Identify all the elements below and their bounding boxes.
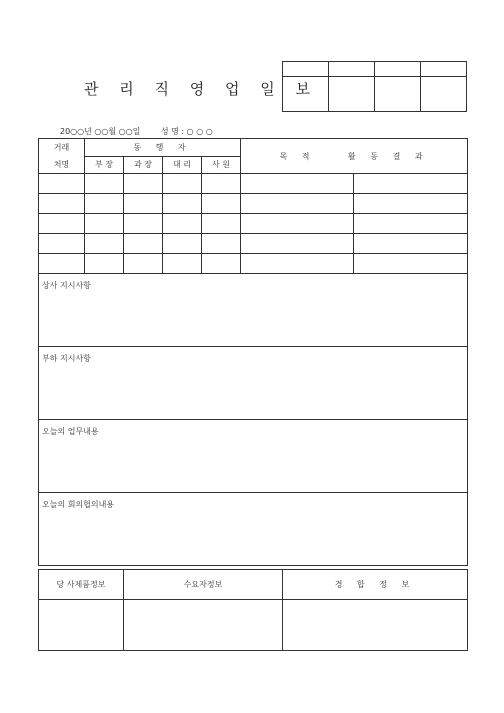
table-cell — [163, 214, 202, 234]
table-cell — [354, 214, 468, 234]
table-cell — [39, 194, 85, 214]
our-product-info-header: 당 사제품정보 — [39, 570, 124, 600]
table-cell — [202, 214, 241, 234]
report-date: 20○○년 ○○월 ○○일 — [60, 127, 141, 136]
table-cell — [241, 254, 354, 274]
table-cell — [241, 234, 354, 254]
table-cell — [354, 194, 468, 214]
footer-info-table — [38, 569, 468, 651]
table-row — [39, 254, 468, 274]
table-row — [39, 214, 468, 234]
our-product-info-cell — [39, 600, 124, 651]
table-cell — [241, 214, 354, 234]
table-cell — [85, 194, 124, 214]
client-name-header: 거래 처명 — [39, 139, 85, 174]
table-cell — [354, 234, 468, 254]
table-row — [39, 174, 468, 194]
page-title: 관 리 직 영 업 일 보 — [84, 80, 319, 98]
table-cell — [124, 174, 163, 194]
table-cell — [85, 214, 124, 234]
approval-sign-cell — [375, 77, 421, 112]
result-header: 활 동 결 과 — [348, 151, 429, 161]
table-cell — [124, 234, 163, 254]
date-name-line — [60, 126, 231, 137]
table-cell — [241, 174, 354, 194]
table-cell — [85, 254, 124, 274]
table-cell — [39, 254, 85, 274]
table-cell — [354, 254, 468, 274]
purpose-result-header — [241, 139, 468, 174]
section-today-work: 오늘의 업무내용 — [39, 420, 468, 493]
role-staff: 사 원 — [202, 156, 241, 174]
table-cell — [354, 174, 468, 194]
table-row — [39, 194, 468, 214]
table-cell — [163, 234, 202, 254]
table-cell — [163, 254, 202, 274]
table-cell — [85, 174, 124, 194]
approval-cell — [421, 62, 467, 77]
purpose-header: 목 적 — [279, 151, 316, 161]
section-meeting-notes: 오늘의 회의협의내용 — [39, 493, 468, 566]
approval-stamp-table — [282, 61, 467, 112]
competitor-info-header: 경 합 정 보 — [283, 570, 468, 600]
table-cell — [202, 254, 241, 274]
approval-sign-cell — [421, 77, 467, 112]
approval-cell — [283, 62, 329, 77]
role-manager: 부 장 — [85, 156, 124, 174]
approval-cell — [375, 62, 421, 77]
table-cell — [39, 174, 85, 194]
approval-cell — [329, 62, 375, 77]
table-cell — [39, 214, 85, 234]
table-cell — [163, 174, 202, 194]
table-cell — [85, 234, 124, 254]
competitor-info-cell — [283, 600, 468, 651]
table-cell — [163, 194, 202, 214]
table-cell — [124, 194, 163, 214]
table-row — [39, 234, 468, 254]
section-superior-instructions: 상사 지시사항 — [39, 274, 468, 347]
table-cell — [241, 194, 354, 214]
reporter-name: 성 명 : ○ ○ ○ — [160, 127, 213, 136]
companion-header: 동 행 자 — [85, 139, 241, 157]
section-subordinate-instructions: 부하 지시사항 — [39, 347, 468, 420]
report-table — [38, 138, 468, 566]
table-cell — [202, 174, 241, 194]
approval-sign-cell — [329, 77, 375, 112]
table-cell — [202, 234, 241, 254]
role-section-chief: 과 장 — [124, 156, 163, 174]
approval-sign-cell — [283, 77, 329, 112]
customer-info-cell — [124, 600, 283, 651]
table-cell — [124, 214, 163, 234]
customer-info-header: 수요자정보 — [124, 570, 283, 600]
table-cell — [39, 234, 85, 254]
role-assistant-manager: 대 리 — [163, 156, 202, 174]
table-cell — [202, 194, 241, 214]
table-cell — [124, 254, 163, 274]
